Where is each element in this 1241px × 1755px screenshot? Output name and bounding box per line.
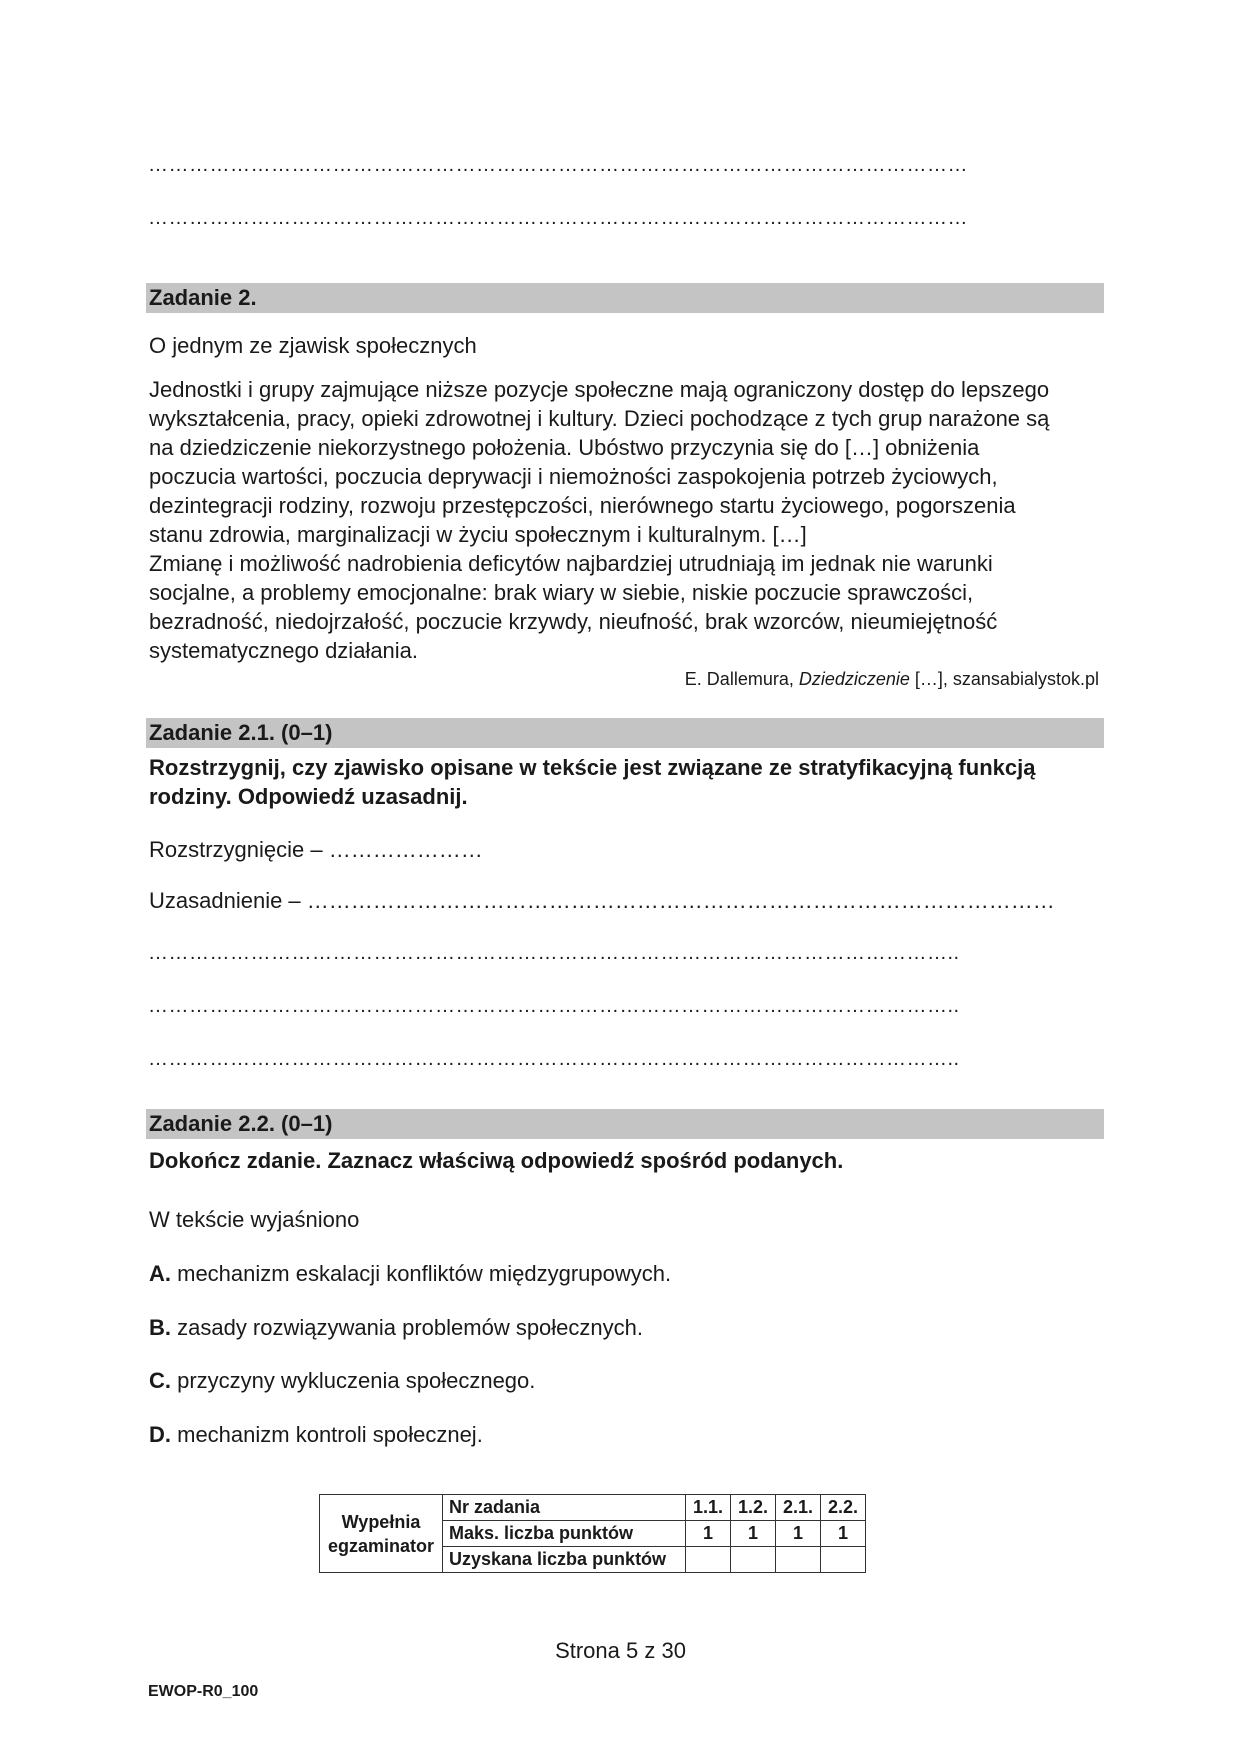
source-citation xyxy=(685,667,1099,691)
task-2-intro: O jednym ze zjawisk społecznych xyxy=(149,333,477,358)
instruction-line: rodziny. Odpowiedź uzasadnij. xyxy=(149,784,468,809)
task-2-2-header: Zadanie 2.2. (0–1) xyxy=(146,1109,1104,1139)
obtained-points-cell[interactable] xyxy=(686,1547,731,1573)
source-title: Dziedziczenie xyxy=(798,669,910,689)
option-letter: A. xyxy=(149,1261,171,1286)
task-number-cell: 2.1. xyxy=(776,1495,821,1521)
text-line: Jednostki i grupy zajmujące niższe pozycje społeczne mają ograniczony dostęp do lepszego xyxy=(149,377,1050,402)
task-2-2-instruction: Dokończ zdanie. Zaznacz właściwą odpowiedź spośród podanych. xyxy=(149,1148,844,1173)
score-table-caption xyxy=(320,1495,443,1573)
answer-line[interactable]: ……………………………………………………………………………………………………….. xyxy=(148,1048,960,1070)
row-label: Nr zadania xyxy=(443,1495,686,1521)
answer-line[interactable]: ……………………………………………………………………………………………………….. xyxy=(148,942,960,964)
text-line: bezradność, niedojrzałość, poczucie krzywdy, nieufność, brak wzorców, nieumiejętność xyxy=(149,609,998,634)
caption-line: Wypełnia xyxy=(341,1511,421,1532)
answer-line[interactable]: ………………………………………………………………………………………………………… xyxy=(148,207,968,229)
text-line: systematycznego działania. xyxy=(149,638,419,663)
max-points-cell: 1 xyxy=(686,1521,731,1547)
text-line: wykształcenia, pracy, opieki zdrowotnej i kultury. Dzieci pochodzące z tych grup narażone są xyxy=(149,406,1050,431)
task-2-1-instruction xyxy=(149,753,1099,811)
option-d[interactable] xyxy=(149,1420,1099,1449)
justification-field[interactable]: Uzasadnienie – ………………………………………………………………………………………… xyxy=(149,888,1055,913)
text-line: socjalne, a problemy emocjonalne: brak wiary w siebie, niskie poczucie sprawczości, xyxy=(149,580,974,605)
task-2-1-header: Zadanie 2.1. (0–1) xyxy=(146,718,1104,748)
text-line: Zmianę i możliwość nadrobienia deficytów najbardziej utrudniają im jednak nie warunki xyxy=(149,551,993,576)
row-label: Uzyskana liczba punktów xyxy=(443,1547,686,1573)
page-number: Strona 5 z 30 xyxy=(555,1638,686,1663)
max-points-cell: 1 xyxy=(776,1521,821,1547)
task-2-2-stem: W tekście wyjaśniono xyxy=(149,1207,360,1232)
task-number-cell: 1.1. xyxy=(686,1495,731,1521)
task-2-source-text xyxy=(149,375,1099,665)
max-points-cell: 1 xyxy=(731,1521,776,1547)
answer-line[interactable]: ……………………………………………………………………………………………………….. xyxy=(148,995,960,1017)
obtained-points-cell[interactable] xyxy=(776,1547,821,1573)
option-letter: C. xyxy=(149,1368,171,1393)
row-label: Maks. liczba punktów xyxy=(443,1521,686,1547)
option-text: mechanizm eskalacji konfliktów międzygrupowych. xyxy=(171,1261,672,1286)
source-author: E. Dallemura, xyxy=(684,669,799,689)
document-code: EWOP-R0_100 xyxy=(148,1683,259,1700)
answer-line[interactable]: ………………………………………………………………………………………………………… xyxy=(148,154,968,176)
text-line: stanu zdrowia, marginalizacji w życiu społecznym i kulturalnym. […] xyxy=(149,522,807,547)
option-letter: B. xyxy=(149,1315,171,1340)
text-line: na dziedziczenie niekorzystnego położenia. Ubóstwo przyczynia się do […] obniżenia xyxy=(149,435,980,460)
text-line: poczucia wartości, poczucia deprywacji i niemożności zaspokojenia potrzeb życiowych, xyxy=(149,464,998,489)
decision-field[interactable]: Rozstrzygnięcie – ………………… xyxy=(149,837,483,862)
option-c[interactable] xyxy=(149,1366,1099,1395)
option-text: zasady rozwiązywania problemów społecznych. xyxy=(171,1315,643,1340)
max-points-cell: 1 xyxy=(821,1521,866,1547)
text-line: dezintegracji rodziny, rozwoju przestępczości, nierównego startu życiowego, pogorszenia xyxy=(149,493,1016,518)
task-number-cell: 1.2. xyxy=(731,1495,776,1521)
instruction-line: Rozstrzygnij, czy zjawisko opisane w tekście jest związane ze stratyfikacyjną funkcją xyxy=(149,755,1036,780)
option-a[interactable] xyxy=(149,1259,1099,1288)
score-table xyxy=(319,1494,866,1573)
caption-line: egzaminator xyxy=(327,1535,435,1556)
option-text: przyczyny wykluczenia społecznego. xyxy=(171,1368,536,1393)
source-rest: […], szansabialystok.pl xyxy=(909,669,1099,689)
task-number-cell: 2.2. xyxy=(821,1495,866,1521)
option-b[interactable] xyxy=(149,1313,1099,1342)
obtained-points-cell[interactable] xyxy=(731,1547,776,1573)
task-2-header: Zadanie 2. xyxy=(146,283,1104,313)
obtained-points-cell[interactable] xyxy=(821,1547,866,1573)
option-text: mechanizm kontroli społecznej. xyxy=(171,1422,483,1447)
option-letter: D. xyxy=(149,1422,171,1447)
